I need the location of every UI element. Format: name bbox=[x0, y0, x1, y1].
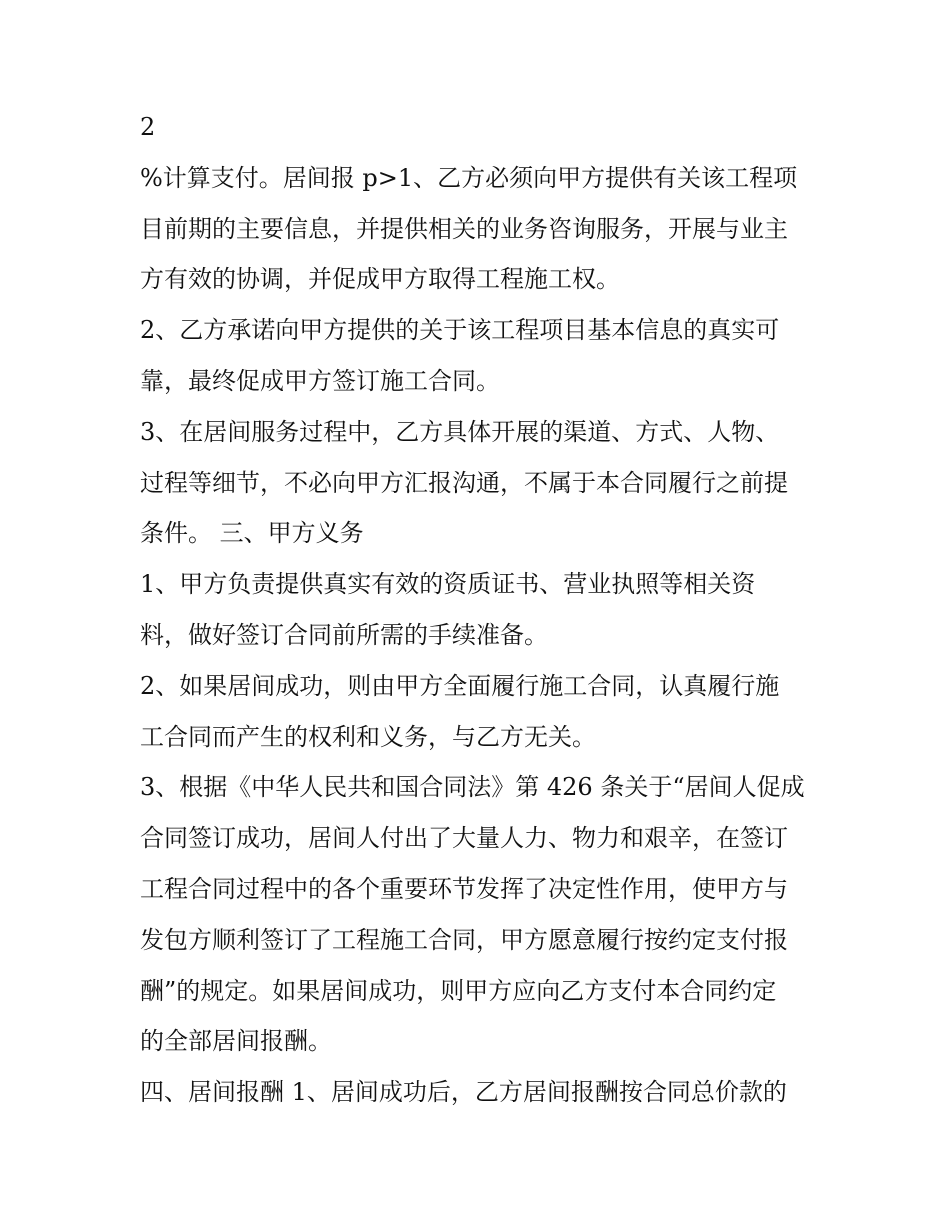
text-line: 1、甲方负责提供真实有效的资质证书、营业执照等相关资 bbox=[140, 570, 756, 599]
text-line: 料，做好签订合同前所需的手续准备。 bbox=[140, 620, 548, 649]
document-body bbox=[140, 102, 840, 1118]
text-line: 过程等细节，不必向甲方汇报沟通，不属于本合同履行之前提 bbox=[140, 468, 788, 497]
text-line: %计算支付。居间报 p>1、乙方必须向甲方提供有关该工程项 bbox=[140, 163, 798, 192]
text-line: 2 bbox=[140, 113, 156, 141]
text-line: 条件。 三、甲方义务 bbox=[140, 519, 364, 548]
text-line: 工合同而产生的权利和义务，与乙方无关。 bbox=[140, 722, 596, 751]
text-line: 的全部居间报酬。 bbox=[140, 1027, 332, 1056]
text-line: 发包方顺利签订了工程施工合同，甲方愿意履行按约定支付报 bbox=[140, 925, 788, 954]
text-line: 2、如果居间成功，则由甲方全面履行施工合同，认真履行施 bbox=[140, 671, 780, 700]
text-line: 合同签订成功，居间人付出了大量人力、物力和艰辛，在签订 bbox=[140, 824, 788, 853]
text-line: 酬”的规定。如果居间成功，则甲方应向乙方支付本合同约定 bbox=[140, 976, 777, 1005]
text-line: 四、居间报酬 1、居间成功后，乙方居间报酬按合同总价款的 bbox=[140, 1078, 787, 1107]
text-line: 2、乙方承诺向甲方提供的关于该工程项目基本信息的真实可 bbox=[140, 316, 780, 345]
text-line: 靠，最终促成甲方签订施工合同。 bbox=[140, 366, 500, 395]
text-line: 目前期的主要信息，并提供相关的业务咨询服务，开展与业主 bbox=[140, 214, 788, 243]
text-line: 3、根据《中华人民共和国合同法》第 426 条关于“居间人促成 bbox=[140, 773, 805, 802]
text-line: 工程合同过程中的各个重要环节发挥了决定性作用，使甲方与 bbox=[140, 874, 788, 903]
text-line: 方有效的协调，并促成甲方取得工程施工权。 bbox=[140, 265, 620, 294]
text-line: 3、在居间服务过程中，乙方具体开展的渠道、方式、人物、 bbox=[140, 417, 780, 446]
